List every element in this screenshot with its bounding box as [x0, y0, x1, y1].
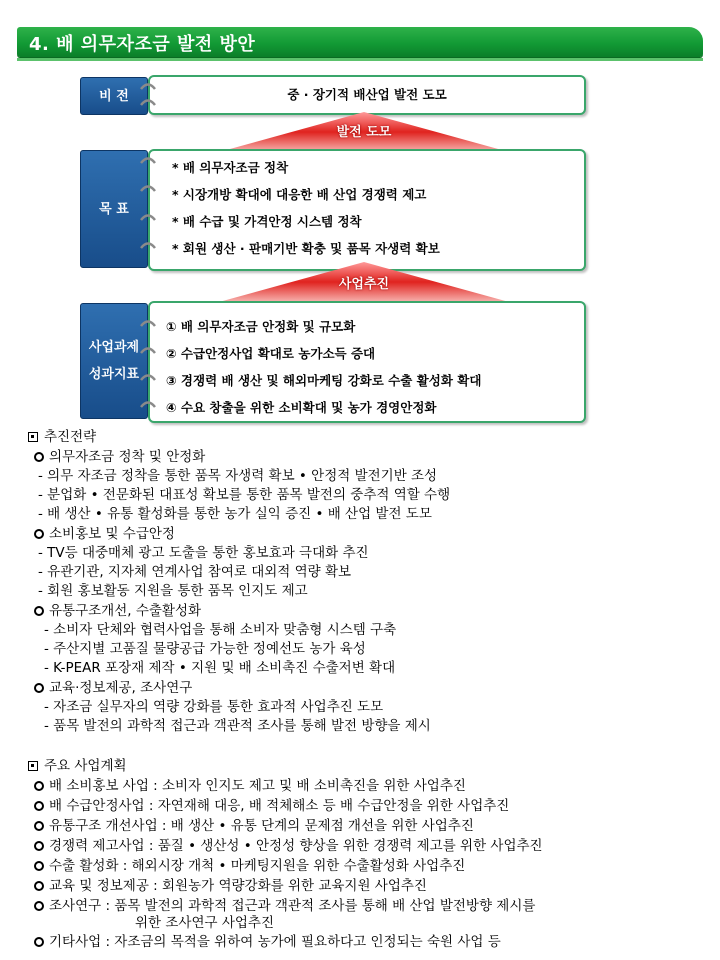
strategy-group-title	[34, 525, 175, 544]
plan-item	[34, 857, 465, 876]
strategy-item: - 소비자 단체와 협력사업을 통해 소비자 맞춤형 시스템 구축	[44, 622, 397, 638]
up-arrow-promote	[219, 262, 509, 302]
goal-label	[80, 150, 148, 268]
plan-item	[34, 897, 535, 916]
plan-item	[34, 837, 543, 856]
plan-item-text: 배 수급안정사업 : 자연재해 대응, 배 적체해소 등 배 수급안정을 위한 사업추진	[49, 798, 510, 814]
circle-bullet-icon	[34, 529, 44, 539]
plans-heading	[28, 757, 127, 776]
plan-item	[34, 933, 501, 952]
square-bullet-icon	[28, 761, 38, 771]
plan-item-text: 경쟁력 제고사업 : 품질 • 생산성 • 안정성 향상을 위한 경쟁력 제고를 위한 사업추진	[49, 838, 543, 854]
strategy-group-title	[34, 448, 205, 467]
strategy-item: - 배 생산 • 유통 활성화를 통한 농가 실익 증진 • 배 산업 발전 도모	[38, 506, 432, 522]
binder-ring-icon	[139, 155, 157, 169]
task-item: ③ 경쟁력 배 생산 및 해외마케팅 강화로 수출 활성화 확대	[166, 373, 482, 388]
vision-box	[148, 75, 586, 115]
binder-ring-icon	[139, 81, 157, 95]
plan-item-continuation: 위한 조사연구 사업추진	[135, 915, 274, 931]
circle-bullet-icon	[34, 801, 44, 811]
plan-item-text: 배 소비홍보 사업 : 소비자 인지도 제고 및 배 소비촉진을 위한 사업추진	[49, 778, 466, 794]
vision-label-text: 비 전	[99, 88, 129, 104]
strategy-heading	[28, 428, 96, 447]
binder-ring-icon	[139, 318, 157, 332]
plan-item	[34, 777, 466, 796]
plan-item-text: 교육 및 정보제공 : 회원농가 역량강화를 위한 교육지원 사업추진	[49, 878, 427, 894]
binder-ring-icon	[139, 183, 157, 197]
plan-item-text: 수출 활성화 : 해외시장 개척 • 마케팅지원을 위한 수출활성화 사업추진	[49, 858, 466, 874]
strategy-group-title-text: 의무자조금 정착 및 안정화	[49, 449, 206, 465]
plan-item	[34, 797, 509, 816]
strategy-group-title-text: 교육·정보제공, 조사연구	[49, 680, 193, 696]
strategy-item: - 회원 홍보활동 지원을 통한 품목 인지도 제고	[38, 583, 308, 599]
plan-item	[34, 817, 474, 836]
goal-item: * 회원 생산 · 판매기반 확충 및 품목 자생력 확보	[172, 241, 440, 256]
task-box	[148, 301, 586, 423]
goal-item: * 배 의무자조금 정착	[172, 160, 289, 175]
strategy-item: - 의무 자조금 정착을 통한 품목 자생력 확보 • 안정적 발전기반 조성	[38, 468, 438, 484]
circle-bullet-icon	[34, 606, 44, 616]
task-item: ① 배 의무자조금 안정화 및 규모화	[166, 319, 356, 334]
plan-item-text: 기타사업 : 자조금의 목적을 위하여 농가에 필요하다고 인정되는 숙원 사업 등	[49, 934, 501, 950]
goal-item: * 배 수급 및 가격안정 시스템 정착	[172, 214, 362, 229]
strategy-item: - 주산지별 고품질 물량공급 가능한 정예선도 농가 육성	[44, 641, 366, 657]
plan-item-text: 조사연구 : 품목 발전의 과학적 접근과 객관적 조사를 통해 배 산업 발전방향 제시를	[49, 898, 536, 914]
vision-label	[80, 77, 148, 115]
plans-heading-text: 주요 사업계획	[44, 758, 127, 774]
task-label-line1: 사업과제	[88, 340, 140, 355]
strategy-heading-text: 추진전략	[44, 429, 97, 445]
circle-bullet-icon	[34, 861, 44, 871]
circle-bullet-icon	[34, 821, 44, 831]
circle-bullet-icon	[34, 683, 44, 693]
strategy-item: - K-PEAR 포장재 제작 • 지원 및 배 소비촉진 수출저변 확대	[44, 660, 396, 676]
binder-ring-icon	[139, 212, 157, 226]
strategy-item: - 품목 발전의 과학적 접근과 객관적 조사를 통해 발전 방향을 제시	[44, 718, 431, 734]
plan-item-text: 유통구조 개선사업 : 배 생산 • 유통 단계의 문제점 개선을 위한 사업추진	[49, 818, 474, 834]
section-header-bar	[17, 27, 703, 57]
strategy-group-title	[34, 602, 201, 621]
section-title: 4. 배 의무자조금 발전 방안	[29, 34, 256, 55]
strategy-item: - 자조금 실무자의 역량 강화를 통한 효과적 사업추진 도모	[44, 699, 384, 715]
task-item: ② 수급안정사업 확대로 농가소득 증대	[166, 346, 376, 361]
circle-bullet-icon	[34, 781, 44, 791]
task-item: ④ 수요 창출을 위한 소비확대 및 농가 경영안정화	[166, 400, 437, 415]
circle-bullet-icon	[34, 901, 44, 911]
goal-item: * 시장개방 확대에 대응한 배 산업 경쟁력 제고	[172, 187, 427, 202]
binder-ring-icon	[139, 240, 157, 254]
task-label	[80, 303, 148, 419]
strategy-group-title-text: 유통구조개선, 수출활성화	[49, 603, 202, 619]
binder-ring-icon	[139, 345, 157, 359]
circle-bullet-icon	[34, 841, 44, 851]
arrow-label-promote: 사업추진	[338, 277, 390, 292]
strategy-item: - TV등 대중매체 광고 도출을 통한 홍보효과 극대화 추진	[38, 545, 369, 561]
goal-label-text: 목 표	[99, 201, 129, 217]
header-underline	[17, 58, 703, 61]
task-label-line2: 성과지표	[88, 367, 140, 382]
binder-ring-icon	[139, 399, 157, 413]
plan-item	[34, 877, 427, 896]
goal-box	[148, 149, 586, 271]
circle-bullet-icon	[34, 452, 44, 462]
arrow-label-develop: 발전 도모	[336, 125, 392, 140]
strategy-group-title-text: 소비홍보 및 수급안정	[49, 526, 175, 542]
circle-bullet-icon	[34, 937, 44, 947]
binder-ring-icon	[139, 372, 157, 386]
up-arrow-develop	[219, 112, 509, 152]
square-bullet-icon	[28, 432, 38, 442]
strategy-item: - 분업화 • 전문화된 대표성 확보를 통한 품목 발전의 중추적 역할 수행	[38, 487, 451, 503]
circle-bullet-icon	[34, 881, 44, 891]
binder-ring-icon	[139, 97, 157, 111]
vision-text: 중 · 장기적 배산업 발전 도모	[287, 87, 447, 102]
strategy-group-title	[34, 679, 192, 698]
strategy-item: - 유관기관, 지자체 연계사업 참여로 대외적 역량 확보	[38, 564, 352, 580]
